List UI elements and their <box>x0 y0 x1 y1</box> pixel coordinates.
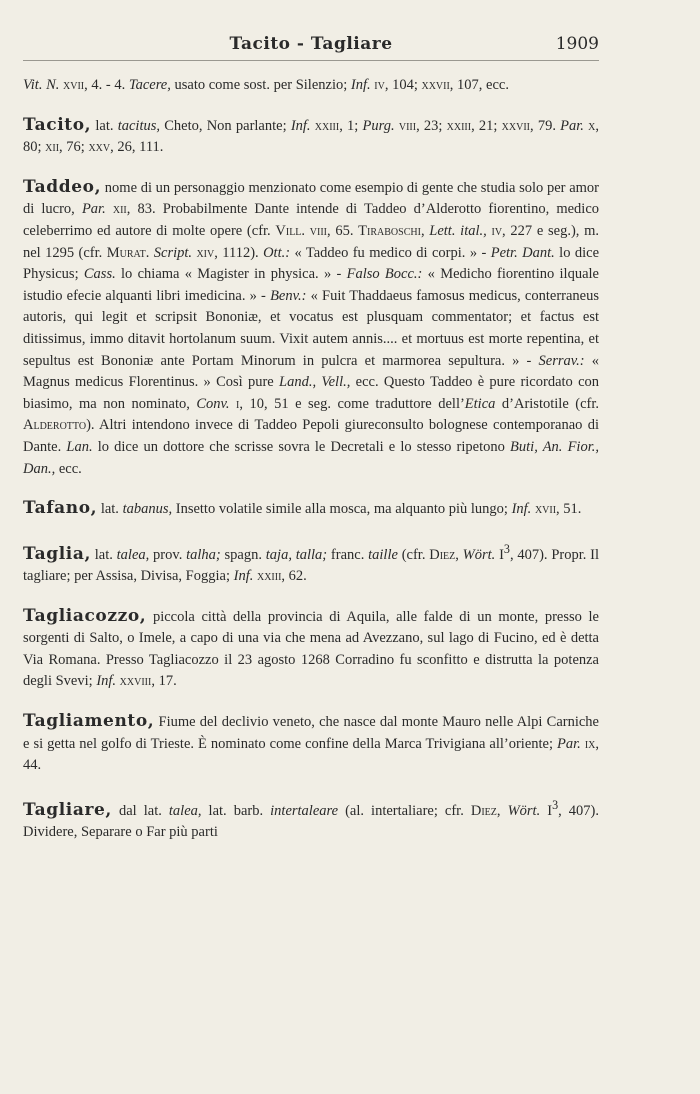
dictionary-entry <box>23 711 599 777</box>
running-title: Tacito - Tagliare <box>229 34 393 54</box>
entry-body: lat. talea, prov. talha; spagn. taja, talla; franc. taille (cfr. Diez, Wört. $I^3$, 407). Propr. Il tagliare; per Assisa, Divisa, Foggia; Inf. xxiii, 62. <box>23 541 600 585</box>
entry-body: nome di un personaggio menzionato come esempio di gente che studia solo per amor di lucro, Par. xii, 83. Probabilmente Dante intende di Taddeo d’Alderotto fiorentino, medico celeberrimo ed autore di molte opere (cfr. Vill. viii, 65. Tiraboschi, Lett. ital., iv, 227 e seg.), m. nel 1295 (cfr. Murat. Script. xiv, 1112). Ott.: « Taddeo fu medico di corpi. » - Petr. Dant. lo dice Physicus; Cass. lo chiama « Magister in physica. » - Falso Bocc.: « Medicho fiorentino ilquale istudio efecie alquanti libri imedicina. » - Benv.: « Fuit Thaddaeus famosus medicus, conterraneus autoris, qui legit et scripsit Bononiæ, et vocatus est plusquam commentator; et factus est ditissimus, immo ditavit hortolanum suum. Vixit autem annis.... et mortuus est morte repentina, et sepultus est Bononiæ ante Portam Minorum in pulcra et marmorea sepultura. » - Serrav.: « Magnus medicus Florentinus. » Così pure Land., Vell., ecc. Questo Taddeo è pure ricordato con biasimo, ma non nominato, Conv. i, 10, 51 e seg. come traduttore dell’Etica d’Aristotile (cfr. Alderotto). Altri intendono invece di Taddeo Pepoli giureconsulto bolognese contemporanao di Dante. Lan. lo dice un dottore che scrisse sovra le Decretali e lo stesso ripetono Buti, An. Fior., Dan., ecc. <box>23 179 600 477</box>
page-number: 1909 <box>555 34 599 54</box>
entry-headword: Tagliare, <box>23 799 112 820</box>
entry-headword: Tafano, <box>23 498 98 519</box>
dictionary-entry <box>23 606 599 693</box>
entry-headword: Tagliacozzo, <box>23 605 147 626</box>
entry-headword: Tacito, <box>23 114 92 135</box>
entry-body: Vit. N. xvii, 4. - 4. Tacere, usato come sost. per Silenzio; Inf. iv, 104; xxvii, 107, ecc. <box>23 77 509 93</box>
dictionary-entry-continuation <box>23 75 599 97</box>
dictionary-entry <box>23 795 599 844</box>
entry-headword: Tagliamento, <box>23 711 155 732</box>
entry-headword: Taddeo, <box>23 176 102 197</box>
entry-headword: Taglia, <box>23 543 91 564</box>
entry-body: dal lat. talea, lat. barb. intertaleare (al. intertaliare; cfr. Diez, Wört. $I^3$, 407). Dividere, Separare o Far più parti <box>23 797 599 841</box>
dictionary-entry <box>23 115 599 159</box>
dictionary-page <box>23 32 599 862</box>
running-header <box>23 32 599 61</box>
dictionary-entry <box>23 498 599 521</box>
entry-body: piccola città della provincia di Aquila, alle falde di un monte, presso le sorgenti di Salto, o Imele, a capo di una via che mena ad Avezzano, sul lago di Fucino, ed è detta Via Romana. Presso Tagliacozzo il 23 agosto 1268 Corradino fu sconfitto e distrutta la potenza degli Svevi; Inf. xxviii, 17. <box>23 608 599 690</box>
entry-body: lat. tacitus, Cheto, Non parlante; Inf. xxiii, 1; Purg. viii, 23; xxiii, 21; xxvii, 79. Par. x, 80; xii, 76; xxv, 26, 111. <box>23 117 600 156</box>
dictionary-entry <box>23 177 599 480</box>
dictionary-entry <box>23 539 599 588</box>
entry-body: Fiume del declivio veneto, che nasce dal monte Mauro nelle Alpi Carniche e si getta nel golfo di Trieste. È nominato come confine della Marca Trivigiana all’oriente; Par. ix, 44. <box>23 714 599 774</box>
entry-body: lat. tabanus, Insetto volatile simile alla mosca, ma alquanto più lungo; Inf. xvii, 51. <box>97 501 582 518</box>
